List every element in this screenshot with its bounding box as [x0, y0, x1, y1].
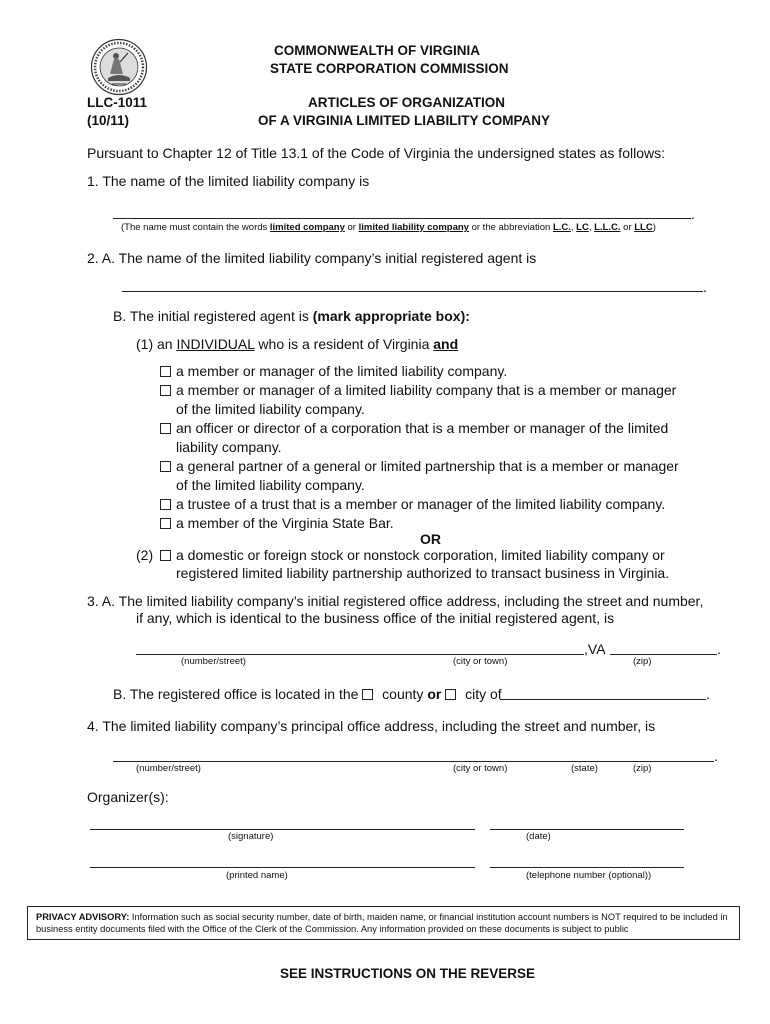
item2a-label: 2. A. The name of the limited liability company’s initial registered agent is	[87, 250, 537, 266]
item4-label: 4. The limited liability company’s principal office address, including the street and number, is	[87, 718, 656, 734]
footer-instructions: SEE INSTRUCTIONS ON THE REVERSE	[280, 966, 536, 981]
llc-name-period: .	[691, 206, 695, 222]
checkbox[interactable]	[160, 518, 171, 529]
choice-general-partner[interactable]: a general partner of a general or limited partnership that is a member or manager	[160, 458, 679, 474]
form-date: (10/11)	[87, 113, 130, 128]
checkbox[interactable]	[160, 550, 171, 561]
agent-name-period: .	[703, 279, 707, 295]
county-city-name-line[interactable]	[500, 699, 706, 700]
choice-state-bar[interactable]: a member of the Virginia State Bar.	[160, 515, 394, 531]
label-signature: (signature)	[228, 831, 274, 842]
registered-agent-name-line[interactable]	[122, 291, 703, 292]
llc-name-note: (The name must contain the words limited company or limited liability company or the abbreviation L.C., LC, L.L.C. or LLC)	[121, 222, 656, 233]
label-printed-name: (printed name)	[226, 870, 288, 881]
county-city-period: .	[706, 686, 710, 702]
zip-period: .	[717, 641, 721, 657]
option2-number: (2)	[136, 547, 154, 563]
privacy-advisory-box: PRIVACY ADVISORY: Information such as social security number, date of birth, maiden name, or financial institution account numbers is NOT required to be included in business entity documents filed with the Office of the Clerk of the Commission. Any information provided on these documents is subject to public	[27, 906, 740, 940]
date-line[interactable]	[490, 829, 684, 830]
intro-text: Pursuant to Chapter 12 of Title 13.1 of the Code of Virginia the undersigned states as follows:	[87, 145, 665, 161]
city-checkbox[interactable]	[445, 689, 456, 700]
option2-corporation[interactable]: a domestic or foreign stock or nonstock corporation, limited liability company or	[160, 547, 665, 563]
checkbox[interactable]	[160, 366, 171, 377]
organizers-heading: Organizer(s):	[87, 789, 169, 805]
virginia-seal-icon	[90, 38, 148, 96]
printed-name-line[interactable]	[90, 867, 475, 868]
label-date: (date)	[526, 831, 551, 842]
label-number-street: (number/street)	[181, 656, 246, 667]
label-zip-4: (zip)	[633, 763, 652, 774]
llc-name-line[interactable]	[113, 218, 691, 219]
item1-label: 1. The name of the limited liability company is	[87, 173, 370, 189]
va-label: ,VA	[584, 641, 606, 657]
registered-office-zip-line[interactable]	[610, 654, 717, 655]
item3b-label: B. The registered office is located in the county or city of	[113, 686, 502, 702]
registered-office-street-line[interactable]	[136, 654, 584, 655]
option1-individual: (1) an INDIVIDUAL who is a resident of Virginia and	[136, 336, 459, 352]
header-commonwealth: COMMONWEALTH OF VIRGINIA	[274, 43, 480, 58]
principal-office-period: .	[714, 748, 718, 764]
or-separator: OR	[420, 531, 441, 547]
form-title-line1: ARTICLES OF ORGANIZATION	[308, 95, 505, 110]
choice-officer-director-cont: liability company.	[176, 439, 282, 455]
choice-trustee[interactable]: a trustee of a trust that is a member or manager of the limited liability company.	[160, 496, 665, 512]
choice-officer-director[interactable]: an officer or director of a corporation that is a member or manager of the limited	[160, 420, 668, 436]
label-city-town: (city or town)	[453, 656, 508, 667]
choice-member-manager-llc[interactable]: a member or manager of a limited liability company that is a member or manager	[160, 382, 676, 398]
form-number: LLC-1011	[87, 95, 148, 110]
choice-member-manager[interactable]: a member or manager of the limited liability company.	[160, 363, 507, 379]
county-checkbox[interactable]	[362, 689, 373, 700]
form-title-line2: OF A VIRGINIA LIMITED LIABILITY COMPANY	[258, 113, 550, 128]
item3a-label-cont: if any, which is identical to the business office of the initial registered agent, is	[136, 610, 615, 626]
choice-general-partner-cont: of the limited liability company.	[176, 477, 365, 493]
checkbox[interactable]	[160, 423, 171, 434]
label-city-town-4: (city or town)	[453, 763, 508, 774]
label-telephone: (telephone number (optional))	[526, 870, 652, 881]
signature-line[interactable]	[90, 829, 475, 830]
checkbox[interactable]	[160, 461, 171, 472]
option2-corporation-cont: registered limited liability partnership authorized to transact business in Virginia.	[176, 565, 670, 581]
label-state-4: (state)	[571, 763, 598, 774]
item3a-label: 3. A. The limited liability company’s initial registered office address, including the street and number,	[87, 593, 704, 609]
checkbox[interactable]	[160, 385, 171, 396]
telephone-line[interactable]	[490, 867, 684, 868]
item2b-label: B. The initial registered agent is (mark appropriate box):	[113, 308, 470, 324]
checkbox[interactable]	[160, 499, 171, 510]
label-zip: (zip)	[633, 656, 652, 667]
header-commission: STATE CORPORATION COMMISSION	[270, 61, 509, 76]
principal-office-address-line[interactable]	[113, 761, 714, 762]
choice-member-manager-llc-cont: of the limited liability company.	[176, 401, 365, 417]
label-number-street-4: (number/street)	[136, 763, 201, 774]
